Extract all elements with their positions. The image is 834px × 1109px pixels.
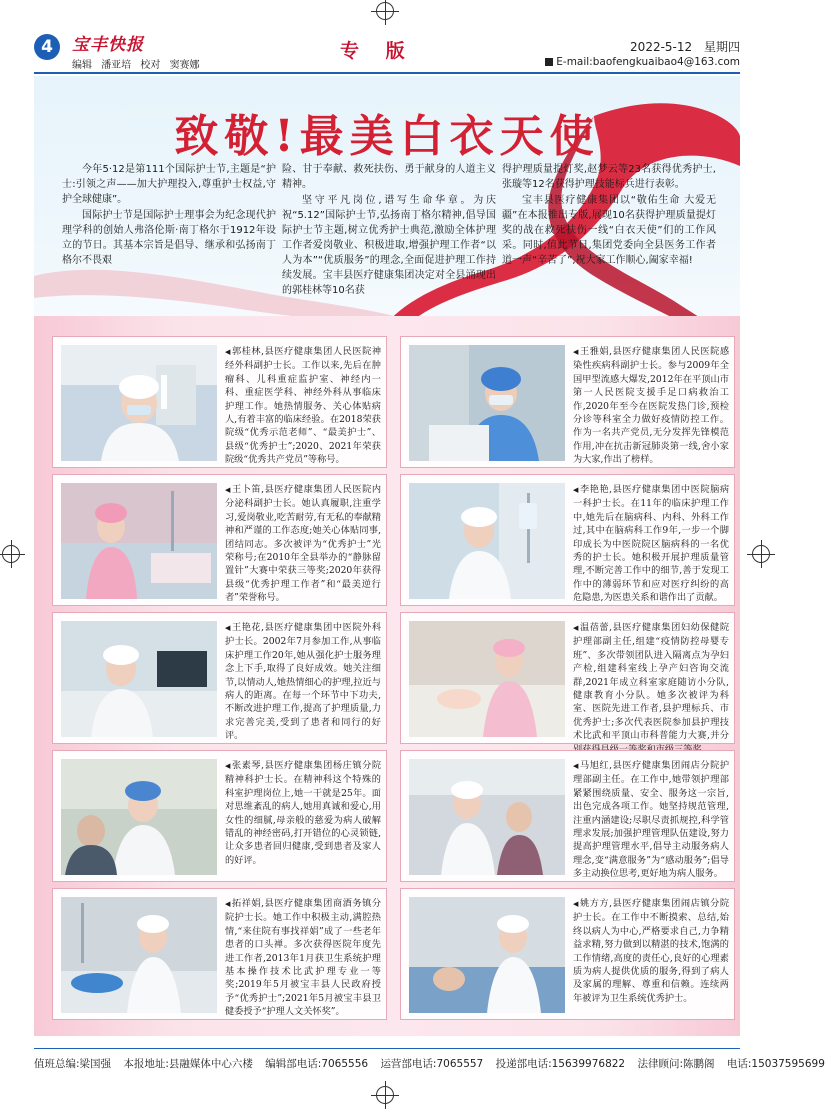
nurse-profiles-grid <box>34 316 740 1036</box>
intro-column-2 <box>282 162 496 299</box>
intro-paragraph: 坚守平凡岗位,谱写生命华章。为庆祝“5.12”国际护士节,弘扬南丁格尔精神,倡导国际护士节主题,树立优秀护士典范,激励全体护理工作者爱岗敬业、积极进取,增强护理工作者“以人为本”“优质服务”的理念,全面促进护理工作持续发展。宝丰县医疗健康集团决定对全县涌现出的郭桂林等10名获 <box>282 195 496 296</box>
nurse-bio: ◀ 温蓓蕾,县医疗健康集团妇幼保健院护理部副主任,组建“疫情防控母婴专班”、多次带领团队进入隔离点为孕妇产检,组建科室线上孕产妇咨询交流群,2021年成立科室家庭随访小分队,健康教育小分队。她多次被评为科室、医院先进工作者,县护理标兵、市优秀护士;多次代表医院参加县护理技术比武和平顶山市科普能力大赛,并分 <box>573 621 729 756</box>
crop-mark-right <box>752 545 770 563</box>
editor-name: 潘亚培 <box>101 60 132 71</box>
footer-item: 值班总编:梁国强 <box>34 1058 112 1070</box>
profile-card <box>52 888 387 1020</box>
crop-mark-left <box>2 545 20 563</box>
nurse-bio: ◀ 王雅娟,县医疗健康集团人民医院感染性疾病科副护士长。参与2009年全国甲型流感大爆发,2012年在平顶山市第一人民医院支援手足口病救治工作,2020年至今在医院发热门诊,预检分诊等科室全力做好疫情防控工作。作为一名共产党员,无分发挥先锋模范作用,冲在抗击新冠肺炎第一线,舍小家为大家,作出了榜样。 <box>573 345 729 467</box>
editor-label: 编辑 <box>72 60 92 71</box>
proofreader-name: 窦赛娜 <box>169 60 200 71</box>
nurse-photo <box>61 897 217 1013</box>
intro-paragraph: 国际护士节是国际护士理事会为纪念现代护理学科的创始人弗洛伦斯·南丁格尔于1912年设立的节日。其基本宗旨是倡导、继承和弘扬南丁格尔不畏艰 <box>62 210 276 266</box>
nurse-bio: ◀ 拓祥娟,县医疗健康集团商酒务镇分院护士长。她工作中积极主动,满腔热情,“来住院有事找祥娟”成了一些老年患者的口头禅。多次获得医院年度先进工作者,2013年1月获卫生系统护理基本操作技术比武护理专业一等奖;2019年5月被宝丰县人民政府授予“优秀护士”;2021年5月被宝丰县卫健委授予“护理人文关怀奖”。 <box>225 897 381 1019</box>
intro-paragraph: 得护理质量提灯奖,赵梦云等23名获得优秀护士,张璇等12名获得护理技能标兵进行表彰。 <box>502 164 716 190</box>
editor-credits <box>72 56 206 71</box>
profile-card <box>52 474 387 606</box>
crop-mark-bottom <box>376 1086 394 1104</box>
section-title: 专 版 <box>340 40 415 62</box>
feature-title: 致敬!最美白衣天使 <box>174 111 600 162</box>
profile-card <box>52 612 387 744</box>
weekday-text: 星期四 <box>703 40 740 54</box>
nurse-bio: ◀ 姚方方,县医疗健康集团闹店镇分院护士长。在工作中不断摸索、总结,始终以病人为中心,严格要求自己,力争精益求精,努力做到以精湛的技术,饱满的工作情绪,高度的责任心,良好的心理素质为病人提供优质的服务,得到了病人及家属的理解、尊重和信赖。连续两年被评为卫生系统优秀护士。 <box>573 897 729 1005</box>
intro-paragraph: 今年5·12是第111个国际护士节,主题是“护士:引领之声——加大护理投入,尊重护士权益,守护全球健康”。 <box>62 164 276 205</box>
nurse-photo <box>61 759 217 875</box>
profile-card <box>400 474 735 606</box>
profile-card <box>400 612 735 744</box>
nurse-photo <box>409 759 565 875</box>
profile-card <box>400 888 735 1020</box>
footer-item: 投递部电话:15639976822 <box>495 1058 626 1070</box>
profile-card <box>52 336 387 468</box>
intro-paragraph: 险、甘于奉献、救死扶伤、勇于献身的人道主义精神。 <box>282 164 496 190</box>
nurse-photo <box>409 345 565 461</box>
footer-item: 电话:15037595699 <box>726 1058 825 1070</box>
nurse-bio: ◀ 马旭红,县医疗健康集团闹店分院护理部副主任。在工作中,她带领护理部紧紧围绕质量、安全、服务这一宗旨,出色完成各项工作。她坚持规范管理,注重内涵建设;尽职尽责抓规控,科学管理求发展;加强护理管理队伍建设,努力提高护理管理水平,倡导主动服务病人理念,变“满意服务”为“感动服务”;倡导多主动换位思考,更好地为病人服务。 <box>573 759 729 881</box>
nurse-bio: ◀ 郭桂林,县医疗健康集团人民医院神经外科副护士长。工作以来,先后在肿瘤科、儿科重症监护室、神经内一科、重症医学科、神经外科从事临床护理工作。她热情服务、关心体贴病人,有着丰富的临床经验。在2018荣获院级“优秀示范老师”、“最美护士”、县级“优秀护士”;2020、2021年荣获院级“优秀共产党员”等称号。 <box>225 345 381 467</box>
nurse-photo <box>409 483 565 599</box>
nurse-photo <box>409 897 565 1013</box>
nurse-photo <box>61 345 217 461</box>
nurse-bio: ◀ 李艳艳,县医疗健康集团中医院脑病一科护士长。在11年的临床护理工作中,她先后在脑病科、内科、外科工作过,其中在脑病科工作9年,一步一个脚印成长为中医院院区脑病科的一名优秀的护士长。她积极开展护理质量管理,不断完善工作中的细节,善于发现工作中的薄弱环节和应对医疗纠纷的高危隐患,为医患关系和谐作出了贡献。 <box>573 483 729 605</box>
page-number-badge: 4 <box>34 34 60 60</box>
profile-card <box>52 750 387 882</box>
footer-divider <box>34 1048 740 1049</box>
intro-paragraph: 宝丰县医疗健康集团以“敬佑生命 大爱无疆”在本报推出专版,展现10名获得护理质量提灯奖的战在救死扶伤一线“白衣天使”们的工作风采。同时,值此节日,集团党委向全县医务工作者道一声“辛苦了”,祝大家工作顺心,阖家幸福! <box>502 195 716 266</box>
nurse-bio: ◀ 王卜笛,县医疗健康集团人民医院内分泌科副护士长。她认真履职,注重学习,爱岗敬业,吃苦耐劳,有无私的奉献精神和严谨的工作态度;她关心体贴同事,团结同志。多次被评为“优秀护士”光荣称号;在2010年全县举办的“静脉留置针”大赛中荣获三等奖;2020年获得县级“优秀护理工作者”和“最美逆行者”荣誉称号。 <box>225 483 381 605</box>
paper-name-logo: 宝丰快报 <box>72 35 144 55</box>
profile-card <box>400 336 735 468</box>
footer-item: 法律顾问:陈鹏阁 <box>637 1058 715 1070</box>
profile-card <box>400 750 735 882</box>
nurse-photo <box>61 483 217 599</box>
date-text: 2022-5-12 <box>630 40 693 54</box>
page-footer <box>34 1056 825 1071</box>
nurse-bio: ◀ 王艳花,县医疗健康集团中医院外科护士长。2002年7月参加工作,从事临床护理工作20年,她从强化护士服务理念上下手,取得了良好成效。她关注细节,以情动人,她热情细心的护理,拉近与病人的距离。在每一个环节中下功夫,不断改进护理工作,提高了护理质量,力求完善完美,受到了患者和同行的好评。 <box>225 621 381 743</box>
issue-date <box>622 38 740 55</box>
crop-mark-top <box>376 2 394 20</box>
footer-item: 编辑部电话:7065556 <box>265 1058 369 1070</box>
nurse-photo <box>409 621 565 737</box>
footer-item: 运营部电话:7065557 <box>380 1058 484 1070</box>
intro-column-3 <box>502 162 716 269</box>
footer-item: 本报地址:县融媒体中心六楼 <box>123 1058 253 1070</box>
nurse-photo <box>61 621 217 737</box>
feature-header <box>34 76 740 340</box>
proof-label: 校对 <box>140 60 161 71</box>
contact-email: E-mail:baofengkuaibao4@163.com <box>545 56 740 68</box>
intro-column-1 <box>62 162 276 269</box>
masthead <box>34 28 740 72</box>
nurse-bio: ◀ 张素琴,县医疗健康集团杨庄镇分院精神科护士长。在精神科这个特殊的科室护理岗位上,她一干就是25年。面对思维紊乱的病人,她用真诚和爱心,用女性的细腻,母亲般的慈爱为病人破解错乱的神经密码,打开错位的心灵锁链,让众多患者回归健康,受到患者及家人的好评。 <box>225 759 381 867</box>
masthead-divider <box>34 72 740 74</box>
